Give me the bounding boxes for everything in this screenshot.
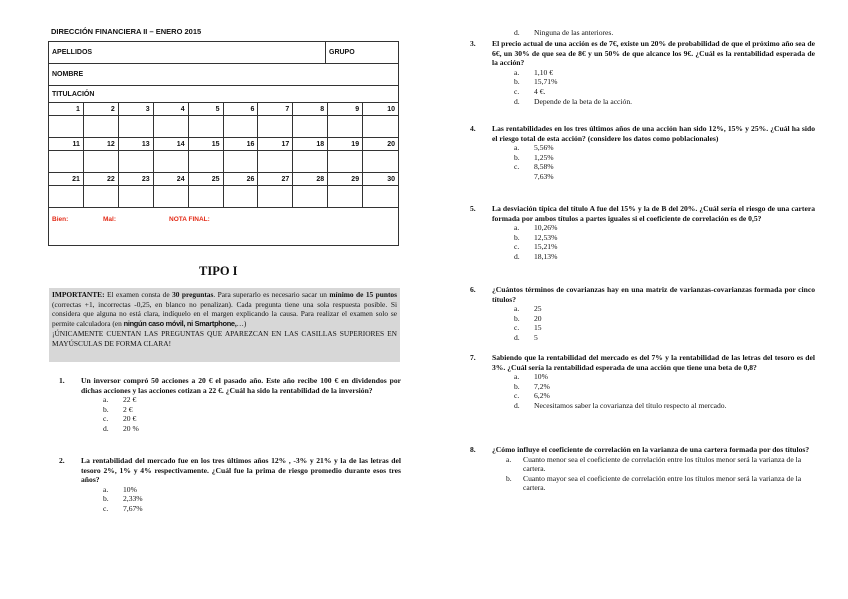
answer-box[interactable]: [154, 115, 189, 137]
instructions-text: (correctas +1, incorrectas -0,25, en blanco no penalizan). Cada pregunta tiene una sola respuesta posible. Si considera que alguna no está clara, indíquelo en el margen explicando la causa. Para realizar el examen solo se permite calculadora (en: [52, 299, 397, 329]
apellidos-row: [49, 42, 398, 64]
question-3: [470, 39, 815, 106]
question-text: La desviación típica del título A fue del 15% y la de B del 20%. ¿Cuál sería el riesgo de una cartera formada por ambos títulos a partes iguales si el coeficiente de correlación es de 0,5?: [492, 204, 815, 223]
question-2: [59, 456, 401, 514]
answer-box[interactable]: [258, 185, 293, 207]
instructions-text: . Para superarlo es necesario sacar un: [213, 290, 330, 299]
answer-number: 20: [363, 137, 398, 150]
question-text: Sabiendo que la rentabilidad del mercado es del 7% y la rentabilidad de las letras del tesoro es del 3%. ¿Cuál sería la rentabilidad esperada de una acción que tiene una beta de 0,8?: [492, 353, 815, 372]
answer-option: a. 10,26%: [514, 223, 558, 233]
answer-box[interactable]: [49, 115, 84, 137]
answer-option: d. Ninguna de las anteriores.: [514, 28, 614, 37]
answer-box[interactable]: [293, 150, 328, 172]
question-number: 6.: [470, 285, 476, 294]
instructions-bold: ningún caso móvil, ni Smartphone,: [123, 319, 237, 329]
answer-box[interactable]: [119, 115, 154, 137]
answer-number: 13: [119, 137, 154, 150]
answer-box[interactable]: [224, 185, 259, 207]
instructions-bold: 30 preguntas: [172, 290, 214, 299]
answer-number: 2: [84, 102, 119, 115]
answer-number: 25: [189, 172, 224, 185]
answer-box[interactable]: [328, 115, 363, 137]
answer-option: d. Depende de la beta de la acción.: [514, 96, 633, 106]
answer-box[interactable]: [189, 150, 224, 172]
answer-option: b. 2 €: [103, 404, 133, 414]
grupo-field[interactable]: [325, 42, 398, 63]
answer-number: 27: [258, 172, 293, 185]
answer-box[interactable]: [84, 185, 119, 207]
answer-option: b. 7,2%: [514, 381, 550, 391]
answer-number: 15: [189, 137, 224, 150]
answer-number: 16: [224, 137, 259, 150]
instructions-lead: IMPORTANTE:: [52, 290, 105, 299]
answer-number: 14: [154, 137, 189, 150]
question-7: [470, 353, 815, 411]
question-number: 4.: [470, 124, 476, 133]
answer-grid-1: [49, 102, 398, 137]
answer-number: 10: [363, 102, 398, 115]
question-4: [470, 124, 815, 182]
answer-number: 4: [154, 102, 189, 115]
answer-number: 30: [363, 172, 398, 185]
answer-number: 21: [49, 172, 84, 185]
answer-number: 1: [49, 102, 84, 115]
answer-box[interactable]: [328, 185, 363, 207]
question-number: 2.: [59, 456, 65, 465]
answer-option: b. 1,25%: [514, 152, 554, 162]
answer-box[interactable]: [293, 185, 328, 207]
answer-box[interactable]: [363, 185, 398, 207]
answer-option: c. 7,67%: [103, 503, 143, 513]
instructions-bold: mínimo de 15 puntos: [329, 290, 397, 299]
answer-option: d. 18,13%: [514, 251, 558, 261]
answer-option: b. 15,71%: [514, 77, 558, 87]
exam-type-title: TIPO I: [199, 264, 238, 278]
answer-box[interactable]: [258, 150, 293, 172]
answer-grid-3: [49, 172, 398, 207]
answer-number: 12: [84, 137, 119, 150]
answer-number: 3: [119, 102, 154, 115]
answer-option: a. 22 €: [103, 395, 137, 405]
answer-option: d. 20 %: [103, 423, 139, 433]
answer-box[interactable]: [224, 150, 259, 172]
answer-option: a. 5,56%: [514, 143, 554, 153]
question-text: El precio actual de una acción es de 7€, existe un 20% de probabilidad de que el próximo año sea de 6€, un 30% de que sea de 8€ y un 50% de que alcance los 9€. ¿Cuál es la rentabilidad esperada de la acción?: [492, 39, 815, 68]
answer-option: c. 8,58%: [514, 162, 554, 172]
question-8: [470, 445, 815, 493]
answer-option: c. 6,2%: [514, 391, 550, 401]
answer-number: 26: [224, 172, 259, 185]
answer-box[interactable]: [363, 115, 398, 137]
answer-option: c. 20 €: [103, 414, 137, 424]
answer-box[interactable]: [293, 115, 328, 137]
nota-final-label: NOTA FINAL:: [169, 215, 210, 223]
answer-number: 17: [258, 137, 293, 150]
answer-box[interactable]: [49, 185, 84, 207]
answer-number: 28: [293, 172, 328, 185]
answer-box[interactable]: [224, 115, 259, 137]
answer-number: 23: [119, 172, 154, 185]
answer-box[interactable]: [328, 150, 363, 172]
question-text: ¿Cómo influye el coeficiente de correlación en la varianza de una cartera formada por dos títulos?: [492, 445, 810, 454]
answer-number: 11: [49, 137, 84, 150]
answer-option: c. 4 €.: [514, 86, 546, 96]
instructions-box: [49, 288, 400, 362]
grupo-label: GRUPO: [329, 49, 355, 56]
answer-box[interactable]: [84, 115, 119, 137]
question-text: ¿Cuántos términos de covarianzas hay en una matriz de varianzas-covarianzas formada por cinco títulos?: [492, 285, 815, 304]
answer-box[interactable]: [119, 185, 154, 207]
question-1: [59, 376, 401, 434]
answer-option: 7,63%: [534, 171, 554, 181]
answer-option: a. 10%: [103, 484, 137, 494]
titulacion-label: TITULACIÓN: [52, 90, 95, 98]
grade-row: [49, 207, 398, 230]
answer-box[interactable]: [189, 115, 224, 137]
answer-option: b. Cuanto mayor sea el coeficiente de correlación entre los títulos menor será la varianza de la cartera.: [506, 473, 802, 493]
answer-option: a. 1,10 €: [514, 67, 553, 77]
question-6: [470, 285, 815, 343]
nombre-row[interactable]: [49, 64, 398, 86]
question-number: 8.: [470, 445, 476, 454]
apellidos-field[interactable]: [49, 42, 325, 63]
answer-number: 8: [293, 102, 328, 115]
answer-number: 5: [189, 102, 224, 115]
mal-label: Mal:: [103, 215, 116, 223]
answer-option: b. 2,33%: [103, 494, 143, 504]
question-5: [470, 204, 815, 262]
answer-box[interactable]: [119, 150, 154, 172]
answer-option: b. 20: [514, 313, 542, 323]
answer-option: c. 15: [514, 323, 542, 333]
answer-number: 7: [258, 102, 293, 115]
answer-number: 6: [224, 102, 259, 115]
answer-box[interactable]: [154, 185, 189, 207]
grade-blank-row: [49, 230, 398, 245]
student-info-form: [48, 41, 399, 246]
question-number: 3.: [470, 39, 476, 48]
answer-number: 18: [293, 137, 328, 150]
answer-number: 19: [328, 137, 363, 150]
answer-number: 9: [328, 102, 363, 115]
answer-option: d. 5: [514, 332, 538, 342]
question-text: La rentabilidad del mercado fue en los tres últimos años 12% , -3% y 21% y la de las letras del tesoro 2%, 1% y 4% respectivamente. ¿Cuál fue la prima de riesgo promedio durante esos tres años?: [81, 456, 401, 485]
nombre-label: NOMBRE: [52, 71, 84, 78]
answer-number: 24: [154, 172, 189, 185]
answer-box[interactable]: [258, 115, 293, 137]
question-text: Un inversor compró 50 acciones a 20 € el pasado año. Este año recibe 100 € en dividendos por dichas acciones y las acciones cotizan a 22 €. ¿Cuál ha sido la rentabilidad de la inversión?: [81, 376, 401, 395]
answer-option: d. Necesitamos saber la covarianza del título respecto al mercado.: [514, 400, 727, 410]
instructions-text: El examen consta de: [104, 290, 173, 299]
question-number: 1.: [59, 376, 65, 385]
answer-box[interactable]: [363, 150, 398, 172]
answer-option: b. 12,53%: [514, 232, 558, 242]
answer-option: a. 10%: [514, 372, 548, 382]
apellidos-label: APELLIDOS: [52, 49, 93, 56]
question-number: 5.: [470, 204, 476, 213]
question-number: 7.: [470, 353, 476, 362]
answer-box[interactable]: [49, 150, 84, 172]
answer-box[interactable]: [154, 150, 189, 172]
answer-number: 22: [84, 172, 119, 185]
bien-label: Bien:: [52, 215, 69, 223]
exam-header: DIRECCIÓN FINANCIERA II – ENERO 2015: [51, 27, 202, 36]
instructions-text: …): [236, 319, 247, 329]
instructions-caps: ¡ÚNICAMENTE CUENTAN LAS PREGUNTAS QUE APAREZCAN EN LAS CASILLAS SUPERIORES EN MAYÚSCULAS DE FORMA CLARA!: [52, 328, 397, 348]
answer-option: a. 25: [514, 304, 542, 314]
answer-number: 29: [328, 172, 363, 185]
answer-box[interactable]: [189, 185, 224, 207]
question-2-continued: [470, 28, 815, 38]
titulacion-row[interactable]: [49, 86, 398, 102]
answer-box[interactable]: [84, 150, 119, 172]
answer-option: a. Cuanto menor sea el coeficiente de correlación entre los títulos menor será la varianza de la cartera.: [506, 454, 802, 474]
answer-grid-2: [49, 137, 398, 172]
answer-option: c. 15,21%: [514, 242, 558, 252]
question-text: Las rentabilidades en los tres últimos años de una acción han sido 12%, 15% y 25%. ¿Cuál ha sido el riesgo total de esta acción? (considere los datos como poblacionales): [492, 124, 815, 143]
